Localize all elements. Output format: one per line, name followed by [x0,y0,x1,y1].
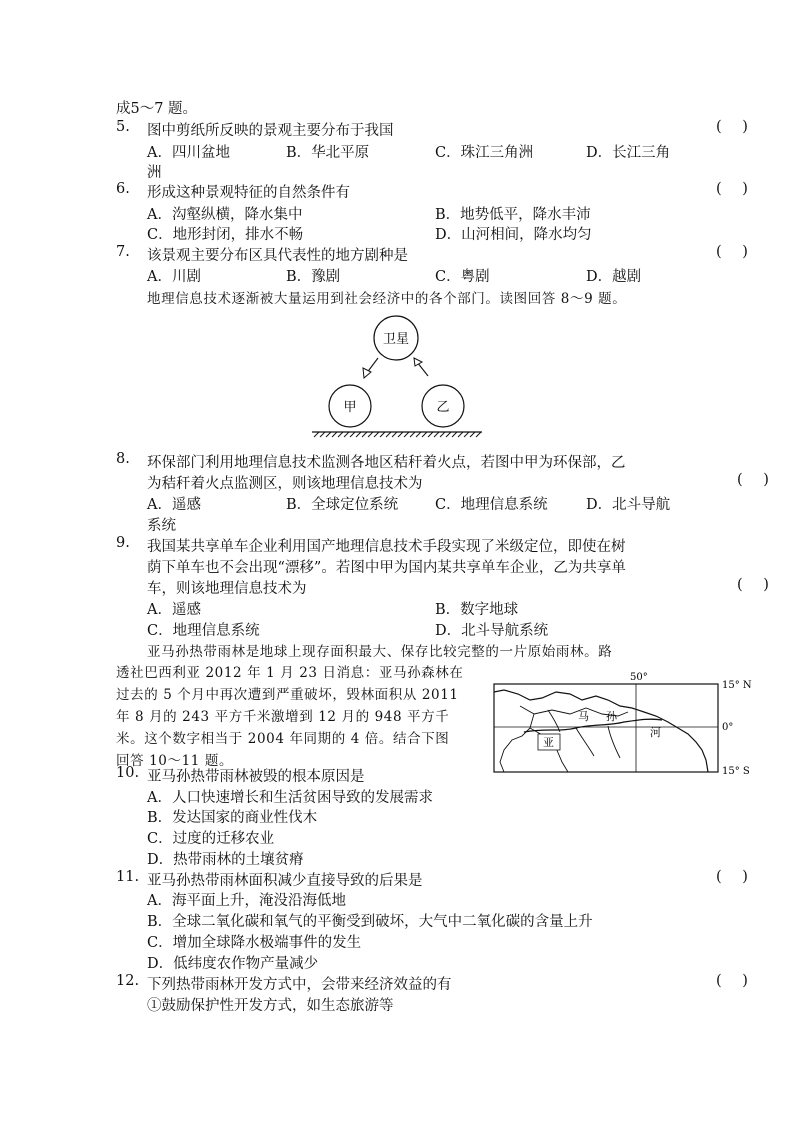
q10-stem: 亚马孙热带雨林被毁的根本原因是 [147,769,365,785]
q7-option-b[interactable]: B．豫剧 [286,269,341,285]
gis-diagram [300,310,500,440]
q7-number: 7. [116,244,130,260]
satellite-label: 卫星 [382,332,410,347]
q6-option-d[interactable]: D．山河相间，降水均匀 [435,227,592,243]
q6-stem: 形成这种景观特征的自然条件有 [147,185,350,201]
jia-label: 甲 [343,400,357,415]
q12-answer-bracket[interactable]: ( ) [716,973,756,989]
lat-0-label: 0° [722,722,734,733]
intro-10-11-line5: 米。这个数字相当于 2004 年同期的 4 倍。结合下图 [116,731,450,747]
q11-option-a[interactable]: A．海平面上升，淹没沿海低地 [147,893,346,909]
q8-number: 8. [116,451,130,467]
region-label-1: 亚 [543,736,554,749]
yi-label: 乙 [436,400,450,415]
q5-answer-bracket[interactable]: ( ) [716,119,756,135]
q5-option-a[interactable]: A．四川盆地 [147,145,230,161]
q6-answer-bracket[interactable]: ( ) [716,181,756,197]
q9-option-b[interactable]: B．数字地球 [435,602,519,618]
q9-answer-bracket[interactable]: ( ) [737,577,777,593]
intro-10-11-line4: 年 8 月的 243 平方千米激增到 12 月的 948 平方千 [116,709,450,725]
q11-stem: 亚马孙热带雨林面积减少直接导致的后果是 [147,873,423,889]
q9-stem-line3: 车，则该地理信息技术为 [147,581,307,597]
q10-option-b[interactable]: B．发达国家的商业性伐木 [147,810,318,826]
q11-option-b[interactable]: B．全球二氧化碳和氧气的平衡受到破坏，大气中二氧化碳的含量上升 [147,914,593,930]
q8-option-d-wrap: 系统 [147,518,176,534]
region-label-3: 孙 [606,710,617,723]
q8-answer-bracket[interactable]: ( ) [737,472,777,488]
intro-10-11-line2: 透社巴西利亚 2012 年 1 月 23 日消息：亚马孙森林在 [116,665,464,681]
q11-answer-bracket[interactable]: ( ) [716,869,756,885]
q7-answer-bracket[interactable]: ( ) [716,244,756,260]
q5-option-c[interactable]: C．珠江三角洲 [435,145,534,161]
q8-stem-line1: 环保部门利用地理信息技术监测各地区秸秆着火点，若图中甲为环保部，乙 [147,455,626,471]
region-label-4: 河 [650,726,661,739]
q6-option-c[interactable]: C．地形封闭，排水不畅 [147,227,304,243]
q11-option-d[interactable]: D．低纬度农作物产量减少 [147,956,319,972]
q5-option-d-wrap: 洲 [147,165,162,181]
q9-stem-line2: 荫下单车也不会出现“漂移”。若图中甲为国内某共享单车企业，乙为共享单 [147,560,626,576]
q12-option-1[interactable]: ①鼓励保护性开发方式，如生态旅游等 [147,998,394,1014]
q7-option-d[interactable]: D．越剧 [586,269,642,285]
amazon-map [490,670,760,788]
q6-option-b[interactable]: B．地势低平，降水丰沛 [435,207,591,223]
intro-10-11-line3: 过去的 5 个月中再次遭到严重破坏，毁林面积从 2011 [116,687,459,703]
q7-option-c[interactable]: C．粤剧 [435,269,490,285]
q9-number: 9. [116,535,130,551]
q8-option-a[interactable]: A．遥感 [147,497,201,513]
q9-option-c[interactable]: C．地理信息系统 [147,623,260,639]
q9-option-d[interactable]: D．北斗导航系统 [435,623,549,639]
map-frame [494,684,718,772]
lon-label: 50° [630,672,648,683]
ground-line [312,432,482,437]
intro-10-11-line6: 回答 10～11 题。 [116,753,234,769]
q8-option-d[interactable]: D．北斗导航 [586,497,671,513]
q10-option-c[interactable]: C．过度的迁移农业 [147,831,275,847]
region-label-2: 马 [578,710,589,723]
continuation-text: 成5～7 题。 [116,101,198,117]
q8-option-c[interactable]: C．地理信息系统 [435,497,548,513]
q11-number: 11. [116,869,140,885]
q8-stem-line2: 为秸秆着火点监测区，则该地理信息技术为 [147,476,423,492]
q10-number: 10. [116,765,140,781]
q9-stem-line1: 我国某共享单车企业利用国产地理信息技术手段实现了米级定位，即使在树 [147,539,626,555]
intro-8-9: 地理信息技术逐渐被大量运用到社会经济中的各个部门。读图回答 8～9 题。 [147,291,627,307]
lat-n-label: 15° N [722,680,752,691]
q6-option-a[interactable]: A．沟壑纵横，降水集中 [147,207,303,223]
q7-stem: 该景观主要分布区具代表性的地方剧种是 [147,248,408,264]
q8-option-b[interactable]: B．全球定位系统 [286,497,399,513]
q9-option-a[interactable]: A．遥感 [147,602,201,618]
intro-10-11-line1: 亚马孙热带雨林是地球上现存面积最大、保存比较完整的一片原始雨林。路 [147,644,613,660]
q11-option-c[interactable]: C．增加全球降水极端事件的发生 [147,935,362,951]
q10-option-d[interactable]: D．热带雨林的土壤贫瘠 [147,852,304,868]
q7-option-a[interactable]: A．川剧 [147,269,201,285]
lat-s-label: 15° S [722,766,750,777]
q6-number: 6. [116,181,130,197]
arrow-to-satellite [414,358,428,376]
q5-option-b[interactable]: B．华北平原 [286,145,370,161]
q12-number: 12. [116,973,140,989]
arrow-to-jia [363,358,378,378]
q12-stem: 下列热带雨林开发方式中，会带来经济效益的有 [147,977,452,993]
q5-option-d[interactable]: D．长江三角 [586,145,671,161]
q10-option-a[interactable]: A．人口快速增长和生活贫困导致的发展需求 [147,790,433,806]
q5-stem: 图中剪纸所反映的景观主要分布于我国 [147,123,394,139]
q5-number: 5. [116,119,130,135]
